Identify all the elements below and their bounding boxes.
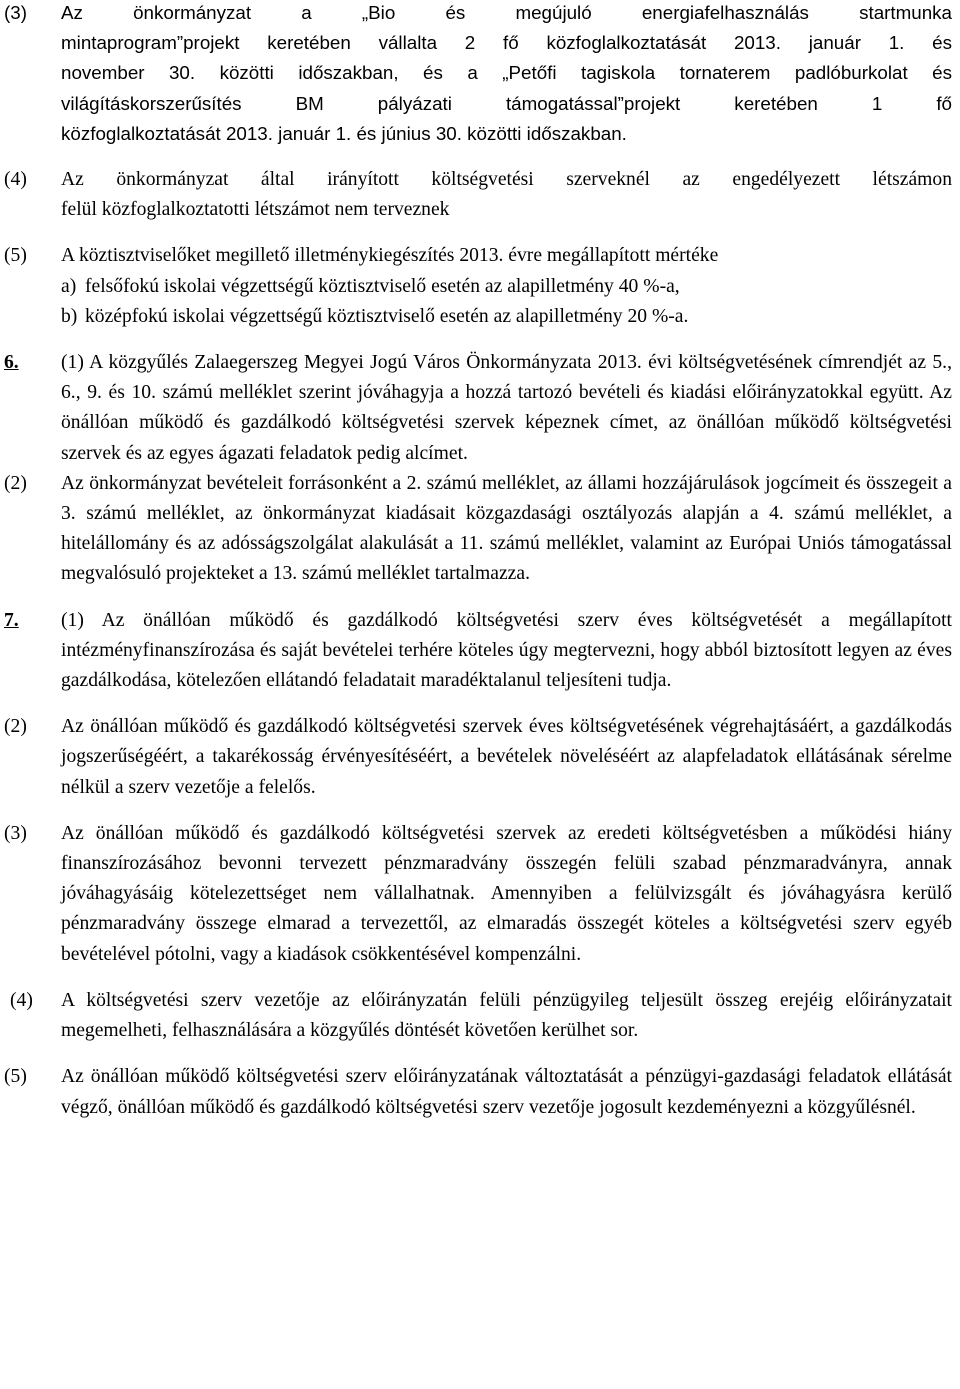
paragraph-line: Az önkormányzat által irányított költségvetési szerveknél az engedélyezett létszámon bbox=[61, 169, 952, 191]
section-7-paragraph-2 bbox=[4, 712, 952, 803]
paragraph-number: (5) bbox=[4, 245, 27, 267]
section-7-paragraph-3 bbox=[4, 819, 952, 970]
paragraph-number: (3) bbox=[4, 2, 27, 23]
paragraph-text: A költségvetési szerv vezetője az előirányzatán felüli pénzügyileg teljesült összeg erejéig előirányzatait megemelheti, felhasználására a közgyűlés döntését követően kerülhet sor. bbox=[61, 989, 952, 1042]
paragraph-number: (4) bbox=[4, 169, 27, 191]
paragraph-text: A közgyűlés Zalaegerszeg Megyei Jogú Város Önkormányzata 2013. évi költségvetésének címrendjét az 5., 6., 9. és 10. számú melléklet szerint jóváhagyja a hozzá tartozó bevételi és kiadási előirányzatokkal együtt. Az önállóan működő és gazdálkodó költségvetési szervek képeznek címet, az önállóan működő költségvetési szervek és az egyes ágazati feladatok pedig alcímet. bbox=[61, 352, 952, 464]
section-number: 7. bbox=[4, 609, 19, 631]
paragraph-text: Az önállóan működő és gazdálkodó költségvetési szervek éves költségvetésének végrehajtásáért, a gazdálkodás jogszerűségéért, a takarékosság érvényesítéséért, a bevételek növeléséért az alapfeladatok ellátásának sérelme nélkül a szerv vezetője a felelős. bbox=[61, 716, 952, 798]
paragraph-number: (1) bbox=[61, 609, 84, 631]
paragraph-line: Az önkormányzat a „Bio és megújuló energiafelhasználás startmunka bbox=[61, 2, 952, 23]
paragraph-number: (5) bbox=[4, 1066, 27, 1088]
paragraph-line: felül közfoglalkoztatotti létszámot nem terveznek bbox=[61, 199, 450, 221]
paragraph-number: (3) bbox=[4, 822, 27, 844]
paragraph-line: mintaprogram”projekt keretében vállalta 2 fő közfoglalkoztatását 2013. január 1. és bbox=[61, 32, 952, 54]
section-7-paragraph-1 bbox=[4, 606, 952, 697]
paragraph-line: világításkorszerűsítés BM pályázati támogatással”projekt keretében 1 fő bbox=[61, 92, 952, 114]
paragraph-text: Az önállóan működő költségvetési szerv előirányzatának változtatását a pénzügyi-gazdasági feladatok ellátását végző, önállóan működő és gazdálkodó költségvetési szerv vezetője jogosult kezdeményezni a közgyűlésnél. bbox=[61, 1066, 952, 1118]
paragraph-text: Az önállóan működő és gazdálkodó költségvetési szervek az eredeti költségvetésben a működési hiány finanszírozásához bevonni tervezett pénzmaradvány összegén felüli szabad pénzmaradványra, annak jóváhagyásáig kötelezettséget nem vállalhatnak. Amennyiben a felülvizsgált és jóváhagyásra kerülő pénzmaradvány összege elmarad a tervezettől, az elmaradás összegét köteles a költségvetési szerv egyéb bevételével pótolni, vagy a kiadások csökkentésével kompenzálni. bbox=[61, 822, 952, 965]
paragraph-number: (1) bbox=[61, 352, 84, 374]
paragraph-5 bbox=[4, 241, 952, 271]
paragraph-text: Az önállóan működő és gazdálkodó költségvetési szerv éves költségvetését a megállapított intézményfinanszírozása és saját bevételei terhére köteles úgy megtervezni, hogy abból biztosított legyen az éves gazdálkodása, kötelezően ellátandó feladatait maradéktalanul teljesíteni tudja. bbox=[61, 609, 952, 692]
section-number: 6. bbox=[4, 352, 19, 374]
paragraph-text: Az önkormányzat bevételeit forrásonként a 2. számú melléklet, az állami hozzájárulások jogcímeit és összegeit a 3. számú melléklet, az önkormányzat kiadásait közgazdasági osztályozás alapján a 4. számú melléklet, a hitelállomány és az adósságszolgálat alakulását a 11. számú melléklet, valamint az Európai Uniós támogatással megvalósuló projekteket a 13. számú melléklet tartalmazza. bbox=[61, 472, 952, 585]
list-text: felsőfokú iskolai végzettségű köztisztviselő esetén az alapilletmény 40 %-a, bbox=[85, 275, 680, 297]
paragraph-number: (4) bbox=[10, 989, 33, 1011]
section-6-paragraph-1 bbox=[4, 348, 952, 469]
section-7-paragraph-5 bbox=[4, 1062, 952, 1122]
list-text: középfokú iskolai végzettségű köztisztviselő esetén az alapilletmény 20 %-a. bbox=[85, 305, 689, 327]
list-item bbox=[61, 302, 952, 332]
paragraph-3 bbox=[4, 0, 952, 149]
list-item bbox=[61, 272, 952, 302]
paragraph-number: (2) bbox=[4, 716, 27, 738]
section-6-paragraph-2 bbox=[4, 469, 952, 590]
paragraph-line: november 30. közötti időszakban, és a „Petőfi tagiskola tornaterem padlóburkolat és bbox=[61, 62, 952, 84]
paragraph-4 bbox=[4, 165, 952, 225]
paragraph-line: közfoglalkoztatását 2013. január 1. és június 30. közötti időszakban. bbox=[61, 122, 627, 144]
paragraph-number: (2) bbox=[4, 472, 27, 494]
section-7-paragraph-4 bbox=[4, 986, 952, 1046]
paragraph-line: A köztisztviselőket megillető illetménykiegészítés 2013. évre megállapított mértéke bbox=[61, 245, 719, 267]
list-label: a) bbox=[61, 275, 77, 297]
list-label: b) bbox=[61, 305, 78, 327]
